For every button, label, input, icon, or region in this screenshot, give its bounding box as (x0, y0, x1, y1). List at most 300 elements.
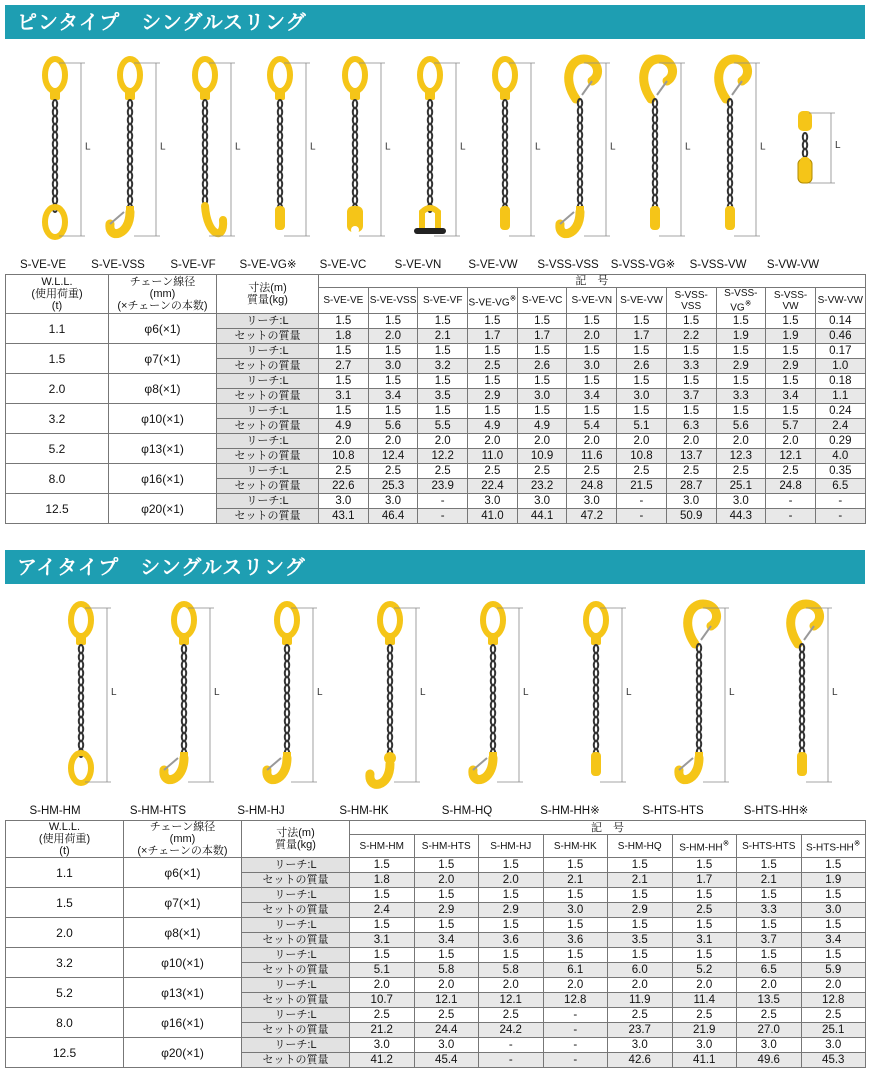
mass-value: 4.9 (468, 419, 518, 434)
reach-value: 1.5 (517, 404, 567, 419)
product-label: S-HM-HQ (441, 805, 493, 817)
dimension-label: L (835, 140, 841, 151)
reach-value: 1.5 (468, 374, 518, 389)
mass-value: 44.1 (517, 509, 567, 524)
reach-value: 2.5 (468, 464, 518, 479)
reach-label: リーチ:L (242, 888, 350, 903)
reach-value: 1.5 (418, 404, 468, 419)
mass-value: 2.1 (608, 873, 673, 888)
reach-label: リーチ:L (217, 314, 319, 329)
mass-value: 43.1 (319, 509, 369, 524)
product-label: S-VW-VW (766, 259, 820, 271)
sling-illustration (23, 39, 98, 254)
reach-value: 1.5 (737, 948, 802, 963)
code-column-header: S-HM-HJ (479, 835, 544, 858)
mass-label: セットの質量 (217, 509, 319, 524)
diameter-cell: φ8(×1) (124, 918, 242, 948)
reach-value: 1.5 (319, 344, 369, 359)
reach-value: 3.0 (414, 1038, 479, 1053)
product-sling (19, 39, 98, 274)
reach-label: リーチ:L (217, 434, 319, 449)
mass-value: 11.9 (608, 993, 673, 1008)
product-sling (766, 39, 848, 274)
sling-illustration (98, 39, 173, 254)
mass-value: 3.4 (414, 933, 479, 948)
mass-value: - (617, 509, 667, 524)
reach-value: 2.5 (414, 1008, 479, 1023)
product-sling (689, 39, 773, 274)
product-label: S-VSS-VW (689, 259, 747, 271)
mass-value: 50.9 (666, 509, 716, 524)
section-eye-type (5, 550, 865, 1068)
mass-value: - (418, 509, 468, 524)
product-label: S-HTS-HH※ (743, 805, 809, 817)
sling-illustration (173, 39, 248, 254)
mass-value: - (479, 1053, 544, 1068)
reach-value: - (617, 494, 667, 509)
dimension-label: L (523, 687, 529, 698)
reach-value: 2.0 (468, 434, 518, 449)
mass-value: - (543, 1053, 608, 1068)
reach-value: 1.5 (567, 344, 617, 359)
dimension-label: L (610, 141, 616, 153)
mass-value: 6.1 (543, 963, 608, 978)
mass-value: - (766, 509, 816, 524)
product-sling (239, 39, 323, 274)
dimension-label: L (420, 687, 426, 698)
reach-value: 2.5 (418, 464, 468, 479)
mass-value: 0.46 (815, 329, 865, 344)
mass-value: 3.1 (672, 933, 737, 948)
table-row (6, 948, 866, 963)
mass-value: 5.1 (350, 963, 415, 978)
mass-value: 3.0 (567, 359, 617, 374)
mass-value: 3.3 (666, 359, 716, 374)
mass-value: 2.5 (672, 903, 737, 918)
product-sling (642, 584, 756, 820)
mass-value: 42.6 (608, 1053, 673, 1068)
mass-value: 3.1 (319, 389, 369, 404)
product-sling (610, 39, 698, 274)
product-label: S-HM-HJ (237, 805, 285, 817)
mass-value: 6.5 (815, 479, 865, 494)
mass-value: 1.9 (766, 329, 816, 344)
mass-value: 2.9 (414, 903, 479, 918)
reach-value: 1.5 (672, 888, 737, 903)
mass-value: 5.2 (672, 963, 737, 978)
mass-value: 45.3 (801, 1053, 866, 1068)
section-title: アイタイプ シングルスリング (5, 550, 865, 584)
mass-value: 23.7 (608, 1023, 673, 1038)
product-sling (170, 39, 248, 274)
reach-value: 0.18 (815, 374, 865, 389)
reach-value: 1.5 (543, 948, 608, 963)
reach-value: 3.0 (350, 1038, 415, 1053)
sling-illustration (447, 584, 550, 800)
mass-value: 3.3 (737, 903, 802, 918)
reach-value: 1.5 (479, 918, 544, 933)
mass-value: 13.5 (737, 993, 802, 1008)
reach-value: 3.0 (737, 1038, 802, 1053)
mass-value: 2.2 (666, 329, 716, 344)
mass-value: 22.6 (319, 479, 369, 494)
product-sling (468, 39, 548, 274)
sling-illustration (398, 39, 473, 254)
mass-value: 2.1 (418, 329, 468, 344)
reach-value: 1.5 (517, 374, 567, 389)
wll-cell: 5.2 (6, 978, 124, 1008)
mass-value: 24.8 (766, 479, 816, 494)
reach-value: 1.5 (737, 888, 802, 903)
diameter-cell: φ8(×1) (109, 374, 217, 404)
reach-value: 1.5 (468, 344, 518, 359)
mass-value: 1.8 (319, 329, 369, 344)
reach-value: 1.5 (608, 948, 673, 963)
mass-value: 6.0 (608, 963, 673, 978)
mass-value: 3.0 (617, 389, 667, 404)
mass-value: 11.0 (468, 449, 518, 464)
mass-value: 41.0 (468, 509, 518, 524)
reach-value: 1.5 (766, 374, 816, 389)
reach-value: 1.5 (414, 858, 479, 873)
product-sling (29, 584, 138, 820)
reach-value: 1.5 (468, 404, 518, 419)
product-label: S-VE-VN (394, 259, 442, 271)
diameter-cell: φ20(×1) (109, 494, 217, 524)
mass-value: 2.6 (617, 359, 667, 374)
mass-label: セットの質量 (217, 359, 319, 374)
diameter-cell: φ13(×1) (109, 434, 217, 464)
wll-cell: 2.0 (6, 918, 124, 948)
reach-label: リーチ:L (242, 948, 350, 963)
dimension-label: L (460, 141, 466, 153)
reach-value: 2.0 (666, 434, 716, 449)
mass-value: 2.1 (737, 873, 802, 888)
reach-value: 1.5 (801, 888, 866, 903)
mass-value: 3.5 (418, 389, 468, 404)
reach-value: 3.0 (672, 1038, 737, 1053)
product-label: S-VE-VE (19, 259, 66, 271)
table-row (6, 344, 866, 359)
dimension-label: L (832, 687, 838, 698)
sling-illustration (344, 584, 447, 800)
reach-value: 1.5 (801, 918, 866, 933)
sling-illustration (323, 39, 398, 254)
product-sling (537, 39, 623, 274)
mass-value: 5.1 (617, 419, 667, 434)
mass-value: 2.0 (414, 873, 479, 888)
mass-value: 47.2 (567, 509, 617, 524)
mass-value: 23.9 (418, 479, 468, 494)
mass-value: 10.9 (517, 449, 567, 464)
reach-value: 2.5 (608, 1008, 673, 1023)
code-header: 記 号 (319, 275, 866, 288)
reach-value: 1.5 (368, 314, 418, 329)
table-row (6, 434, 866, 449)
mass-value: 3.5 (608, 933, 673, 948)
reach-value: 0.35 (815, 464, 865, 479)
reach-value: - (418, 494, 468, 509)
dimension-label: L (111, 687, 117, 698)
reach-value: 1.5 (350, 888, 415, 903)
reach-value: - (543, 1038, 608, 1053)
mass-value: 45.4 (414, 1053, 479, 1068)
mass-value: 12.3 (716, 449, 766, 464)
reach-value: 2.0 (543, 978, 608, 993)
reach-value: 2.0 (479, 978, 544, 993)
diameter-cell: φ7(×1) (109, 344, 217, 374)
code-column-header: S-VE-VSS (368, 288, 418, 314)
reach-value: 1.5 (567, 374, 617, 389)
mass-value: 49.6 (737, 1053, 802, 1068)
product-label: S-HM-HH※ (540, 805, 600, 817)
diameter-cell: φ7(×1) (124, 888, 242, 918)
mass-value: 2.9 (716, 359, 766, 374)
mass-value: 1.8 (350, 873, 415, 888)
code-column-header: S-HM-HM (350, 835, 415, 858)
mass-label: セットの質量 (242, 993, 350, 1008)
mass-value: 3.0 (368, 359, 418, 374)
mass-value: 4.9 (319, 419, 369, 434)
dimension-label: L (685, 141, 691, 153)
code-column-header: S-VSS-VG※ (716, 288, 766, 314)
chain-diameter-header: チェーン線径 (mm) (×チェーンの本数) (109, 275, 217, 314)
code-column-header: S-VE-VG※ (468, 288, 518, 314)
dimension-label: L (535, 141, 541, 153)
mass-value: 3.1 (350, 933, 415, 948)
mass-value: 1.1 (815, 389, 865, 404)
mass-value: 22.4 (468, 479, 518, 494)
wll-cell: 12.5 (6, 1038, 124, 1068)
reach-value: 1.5 (479, 948, 544, 963)
mass-value: 21.9 (672, 1023, 737, 1038)
reach-value: - (479, 1038, 544, 1053)
mass-label: セットの質量 (242, 1053, 350, 1068)
reach-value: 3.0 (517, 494, 567, 509)
product-illustrations (5, 584, 865, 820)
mass-value: 46.4 (368, 509, 418, 524)
mass-value: 3.0 (543, 903, 608, 918)
reach-value: 2.5 (672, 1008, 737, 1023)
mass-value: 3.4 (801, 933, 866, 948)
diameter-cell: φ6(×1) (109, 314, 217, 344)
mass-value: 2.0 (567, 329, 617, 344)
reach-value: 1.5 (543, 858, 608, 873)
mass-value: 1.9 (801, 873, 866, 888)
reach-value: 1.5 (368, 344, 418, 359)
reach-value: 1.5 (716, 404, 766, 419)
mass-value: 1.9 (716, 329, 766, 344)
code-column-header: S-VE-VC (517, 288, 567, 314)
reach-value: 2.5 (666, 464, 716, 479)
mass-value: 27.0 (737, 1023, 802, 1038)
sling-illustration (623, 39, 698, 254)
mass-label: セットの質量 (242, 963, 350, 978)
product-sling (237, 584, 344, 820)
mass-value: 12.8 (801, 993, 866, 1008)
mass-value: 2.4 (815, 419, 865, 434)
mass-value: 2.4 (350, 903, 415, 918)
product-label: S-VE-VG※ (239, 259, 297, 271)
dimension-label: L (214, 687, 220, 698)
reach-value: 2.5 (801, 1008, 866, 1023)
reach-value: 1.5 (319, 314, 369, 329)
mass-value: 12.2 (418, 449, 468, 464)
mass-value: 41.1 (672, 1053, 737, 1068)
mass-value: - (543, 1023, 608, 1038)
reach-value: 1.5 (666, 344, 716, 359)
reach-value: 1.5 (319, 374, 369, 389)
mass-value: 2.9 (766, 359, 816, 374)
sling-illustration (550, 584, 653, 800)
mass-value: 5.5 (418, 419, 468, 434)
product-label: S-HM-HK (339, 805, 389, 817)
reach-value: 1.5 (517, 314, 567, 329)
mass-value: 1.7 (517, 329, 567, 344)
code-column-header: S-HM-HK (543, 835, 608, 858)
code-column-header: S-HM-HQ (608, 835, 673, 858)
reach-value: 1.5 (716, 314, 766, 329)
mass-value: 3.6 (543, 933, 608, 948)
dimension-label: L (317, 687, 323, 698)
mass-value: 2.1 (543, 873, 608, 888)
reach-value: 0.24 (815, 404, 865, 419)
reach-value: 1.5 (418, 374, 468, 389)
diameter-cell: φ20(×1) (124, 1038, 242, 1068)
mass-value: 1.7 (672, 873, 737, 888)
code-column-header: S-HM-HTS (414, 835, 479, 858)
dimension-label: L (235, 141, 241, 153)
code-column-header: S-HTS-HH※ (801, 835, 866, 858)
code-column-header: S-VE-VE (319, 288, 369, 314)
reach-value: 1.5 (479, 888, 544, 903)
diameter-cell: φ16(×1) (124, 1008, 242, 1038)
reach-label: リーチ:L (242, 1008, 350, 1023)
product-label: S-VE-VSS (91, 259, 145, 271)
mass-value: 2.9 (479, 903, 544, 918)
reach-value: 2.0 (350, 978, 415, 993)
mass-value: 2.7 (319, 359, 369, 374)
dimension-label: L (160, 141, 166, 153)
mass-value: 44.3 (716, 509, 766, 524)
reach-value: 2.5 (716, 464, 766, 479)
wll-cell: 2.0 (6, 374, 109, 404)
reach-value: 1.5 (608, 858, 673, 873)
product-sling (441, 584, 550, 820)
mass-value: 2.0 (368, 329, 418, 344)
table-row (6, 1038, 866, 1053)
mass-label: セットの質量 (217, 419, 319, 434)
reach-value: 2.0 (608, 978, 673, 993)
dimension-label: L (626, 687, 632, 698)
reach-value: 1.5 (617, 404, 667, 419)
mass-value: 11.6 (567, 449, 617, 464)
reach-value: 1.5 (479, 858, 544, 873)
mass-value: 2.9 (468, 389, 518, 404)
mass-value: 5.8 (479, 963, 544, 978)
wll-cell: 8.0 (6, 1008, 124, 1038)
mass-value: 3.4 (567, 389, 617, 404)
mass-value: 11.4 (672, 993, 737, 1008)
wll-cell: 8.0 (6, 464, 109, 494)
mass-value: 23.2 (517, 479, 567, 494)
reach-value: 3.0 (468, 494, 518, 509)
mass-value: - (815, 509, 865, 524)
dimension-label: L (729, 687, 735, 698)
mass-value: 13.7 (666, 449, 716, 464)
mass-value: 12.1 (479, 993, 544, 1008)
mass-value: 41.2 (350, 1053, 415, 1068)
code-column-header: S-VE-VN (567, 288, 617, 314)
dimension-label: L (760, 141, 766, 153)
product-label: S-HTS-HTS (642, 805, 704, 817)
reach-label: リーチ:L (217, 404, 319, 419)
table-row (6, 888, 866, 903)
mass-value: 2.9 (608, 903, 673, 918)
reach-label: リーチ:L (217, 344, 319, 359)
reach-value: 2.0 (716, 434, 766, 449)
reach-value: 2.0 (414, 978, 479, 993)
mass-value: 4.9 (517, 419, 567, 434)
mass-value: 1.7 (468, 329, 518, 344)
reach-value: 1.5 (766, 404, 816, 419)
table-row (6, 314, 866, 329)
sling-illustration (548, 39, 623, 254)
product-sling (91, 39, 173, 274)
sling-illustration (241, 584, 344, 800)
reach-value: 1.5 (666, 314, 716, 329)
reach-value: 1.5 (517, 344, 567, 359)
reach-value: 1.5 (766, 344, 816, 359)
sling-illustration (473, 39, 548, 254)
mass-value: 5.8 (414, 963, 479, 978)
reach-value: 2.0 (672, 978, 737, 993)
reach-value: 1.5 (468, 314, 518, 329)
mass-value: 5.9 (801, 963, 866, 978)
mass-value: 3.4 (766, 389, 816, 404)
mass-value: 3.0 (801, 903, 866, 918)
reach-value: 1.5 (350, 858, 415, 873)
mass-value: 3.7 (737, 933, 802, 948)
reach-value: 3.0 (368, 494, 418, 509)
table-row (6, 918, 866, 933)
spec-table (5, 274, 866, 524)
reach-label: リーチ:L (242, 918, 350, 933)
reach-value: 1.5 (737, 858, 802, 873)
diameter-cell: φ6(×1) (124, 858, 242, 888)
wll-cell: 5.2 (6, 434, 109, 464)
product-label: S-VSS-VSS (537, 259, 599, 271)
reach-value: 1.5 (716, 374, 766, 389)
reach-value: 2.5 (319, 464, 369, 479)
reach-label: リーチ:L (242, 1038, 350, 1053)
diameter-cell: φ13(×1) (124, 978, 242, 1008)
sling-illustration (698, 39, 773, 254)
section-title: ピンタイプ シングルスリング (5, 5, 865, 39)
mass-value: 12.4 (368, 449, 418, 464)
reach-value: 1.5 (801, 858, 866, 873)
mass-label: セットの質量 (217, 329, 319, 344)
size-mass-header: 寸法(m) 質量(kg) (242, 821, 350, 858)
reach-value: 2.0 (517, 434, 567, 449)
wll-cell: 1.1 (6, 314, 109, 344)
reach-value: 2.5 (350, 1008, 415, 1023)
mass-value: 25.1 (801, 1023, 866, 1038)
reach-value: 1.5 (319, 404, 369, 419)
table-row (6, 374, 866, 389)
reach-value: 2.5 (617, 464, 667, 479)
product-label: S-VE-VW (468, 259, 518, 271)
